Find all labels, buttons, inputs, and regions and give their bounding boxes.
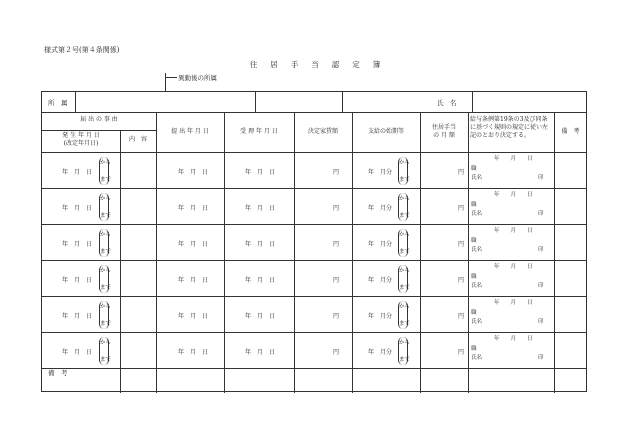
payment-start-month: 年 月分 — [368, 313, 393, 320]
until-label: まで — [399, 249, 411, 255]
rent-yen: 円 — [333, 241, 340, 248]
approval-name: 氏名 — [471, 283, 483, 289]
received-date: 年 月 日 — [245, 169, 276, 176]
approval-position: 職 — [471, 274, 477, 280]
approval-date: 年 月 日 — [494, 264, 533, 270]
submitted-date: 年 月 日 — [178, 205, 209, 212]
monthly-yen: 円 — [458, 205, 465, 212]
from-label: から — [399, 196, 411, 202]
until-label: まで — [399, 357, 411, 363]
row-divider — [42, 296, 587, 297]
seal-mark: 印 — [538, 283, 544, 289]
from-label: から — [399, 232, 411, 238]
monthly-yen: 円 — [458, 169, 465, 176]
event-content-header: 内 容 — [128, 136, 147, 143]
row-divider — [42, 368, 587, 369]
seal-mark: 印 — [538, 211, 544, 217]
approval-date: 年 月 日 — [494, 228, 533, 234]
approval-name: 氏名 — [471, 355, 483, 361]
from-label: から — [100, 304, 112, 310]
approval-position: 職 — [471, 310, 477, 316]
from-label: から — [100, 196, 112, 202]
rent-yen: 円 — [333, 205, 340, 212]
event-header: 届 出 の 事 由 — [80, 116, 118, 123]
bottom-remarks-label: 備 考 — [48, 369, 68, 377]
seal-mark: 印 — [538, 355, 544, 361]
from-label: から — [399, 268, 411, 274]
received-date-header: 受 理 年 月 日 — [240, 128, 278, 135]
approval-position: 職 — [471, 166, 477, 172]
row-divider — [42, 224, 587, 225]
received-date: 年 月 日 — [245, 277, 276, 284]
payment-start-header: 支給の始期等 — [367, 128, 404, 135]
approval-name: 氏名 — [471, 247, 483, 253]
event-date: 年 月 日 — [62, 241, 93, 248]
monthly-yen: 円 — [458, 313, 465, 320]
payment-start-month: 年 月分 — [368, 241, 393, 248]
row-divider — [42, 260, 587, 261]
monthly-yen: 円 — [458, 241, 465, 248]
event-date: 年 月 日 — [62, 169, 93, 176]
seal-mark: 印 — [538, 247, 544, 253]
approval-name: 氏名 — [471, 175, 483, 181]
payment-start-month: 年 月分 — [368, 349, 393, 356]
approval-position: 職 — [471, 346, 477, 352]
event-date: 年 月 日 — [62, 277, 93, 284]
from-label: から — [399, 340, 411, 346]
note-line — [165, 73, 166, 91]
submitted-date: 年 月 日 — [178, 241, 209, 248]
submitted-date: 年 月 日 — [178, 277, 209, 284]
monthly-allowance-header: 住居手当 の 月 額 — [431, 124, 456, 139]
until-label: まで — [399, 285, 411, 291]
dept-label: 所 属 — [48, 99, 68, 107]
name-label: 氏 名 — [437, 99, 457, 107]
received-date: 年 月 日 — [245, 313, 276, 320]
approval-name: 氏名 — [471, 211, 483, 217]
received-date: 年 月 日 — [245, 205, 276, 212]
approval-date: 年 月 日 — [494, 300, 533, 306]
rent-yen: 円 — [333, 277, 340, 284]
event-date: 年 月 日 — [62, 313, 93, 320]
from-label: から — [100, 232, 112, 238]
row-divider — [42, 188, 587, 189]
remarks-header: 備 考 — [561, 128, 580, 135]
rent-yen: 円 — [333, 169, 340, 176]
submitted-date-header: 提 出 年 月 日 — [171, 128, 209, 135]
row-divider — [42, 332, 587, 333]
until-label: まで — [100, 177, 112, 183]
approval-date: 年 月 日 — [494, 156, 533, 162]
submitted-date: 年 月 日 — [178, 349, 209, 356]
rent-header: 決定家賃額 — [307, 128, 338, 135]
page-title: 住居手当認定簿 — [249, 60, 394, 69]
form-number: 様式第２号(第４条関係) — [44, 46, 120, 54]
approval-name: 氏名 — [471, 319, 483, 325]
payment-start-month: 年 月分 — [368, 205, 393, 212]
received-date: 年 月 日 — [245, 241, 276, 248]
form-table — [41, 91, 587, 392]
until-label: まで — [399, 177, 411, 183]
seal-mark: 印 — [538, 175, 544, 181]
from-label: から — [100, 268, 112, 274]
rent-yen: 円 — [333, 349, 340, 356]
rent-yen: 円 — [333, 313, 340, 320]
approval-date: 年 月 日 — [494, 336, 533, 342]
until-label: まで — [100, 249, 112, 255]
approval-position: 職 — [471, 202, 477, 208]
from-label: から — [100, 340, 112, 346]
event-date: 年 月 日 — [62, 349, 93, 356]
monthly-yen: 円 — [458, 349, 465, 356]
submitted-date: 年 月 日 — [178, 313, 209, 320]
from-label: から — [399, 304, 411, 310]
until-label: まで — [399, 213, 411, 219]
until-label: まで — [100, 285, 112, 291]
approval-date: 年 月 日 — [494, 192, 533, 198]
until-label: まで — [100, 213, 112, 219]
until-label: まで — [399, 321, 411, 327]
payment-start-month: 年 月分 — [368, 169, 393, 176]
seal-mark: 印 — [538, 319, 544, 325]
from-label: から — [100, 160, 112, 166]
transfer-dept-note: 異動後の所属 — [178, 74, 217, 82]
event-date-header: 発 生 年 月 日 (改定年月日) — [62, 132, 100, 147]
approval-position: 職 — [471, 238, 477, 244]
received-date: 年 月 日 — [245, 349, 276, 356]
submitted-date: 年 月 日 — [178, 169, 209, 176]
monthly-yen: 円 — [458, 277, 465, 284]
approval-header: 給与条例第19条の3及び同条に基づく規則の規定に従い左記のとおり決定する。 — [470, 116, 549, 139]
from-label: から — [399, 160, 411, 166]
event-date: 年 月 日 — [62, 205, 93, 212]
payment-start-month: 年 月分 — [368, 277, 393, 284]
until-label: まで — [100, 321, 112, 327]
note-tick — [165, 77, 177, 78]
until-label: まで — [100, 357, 112, 363]
